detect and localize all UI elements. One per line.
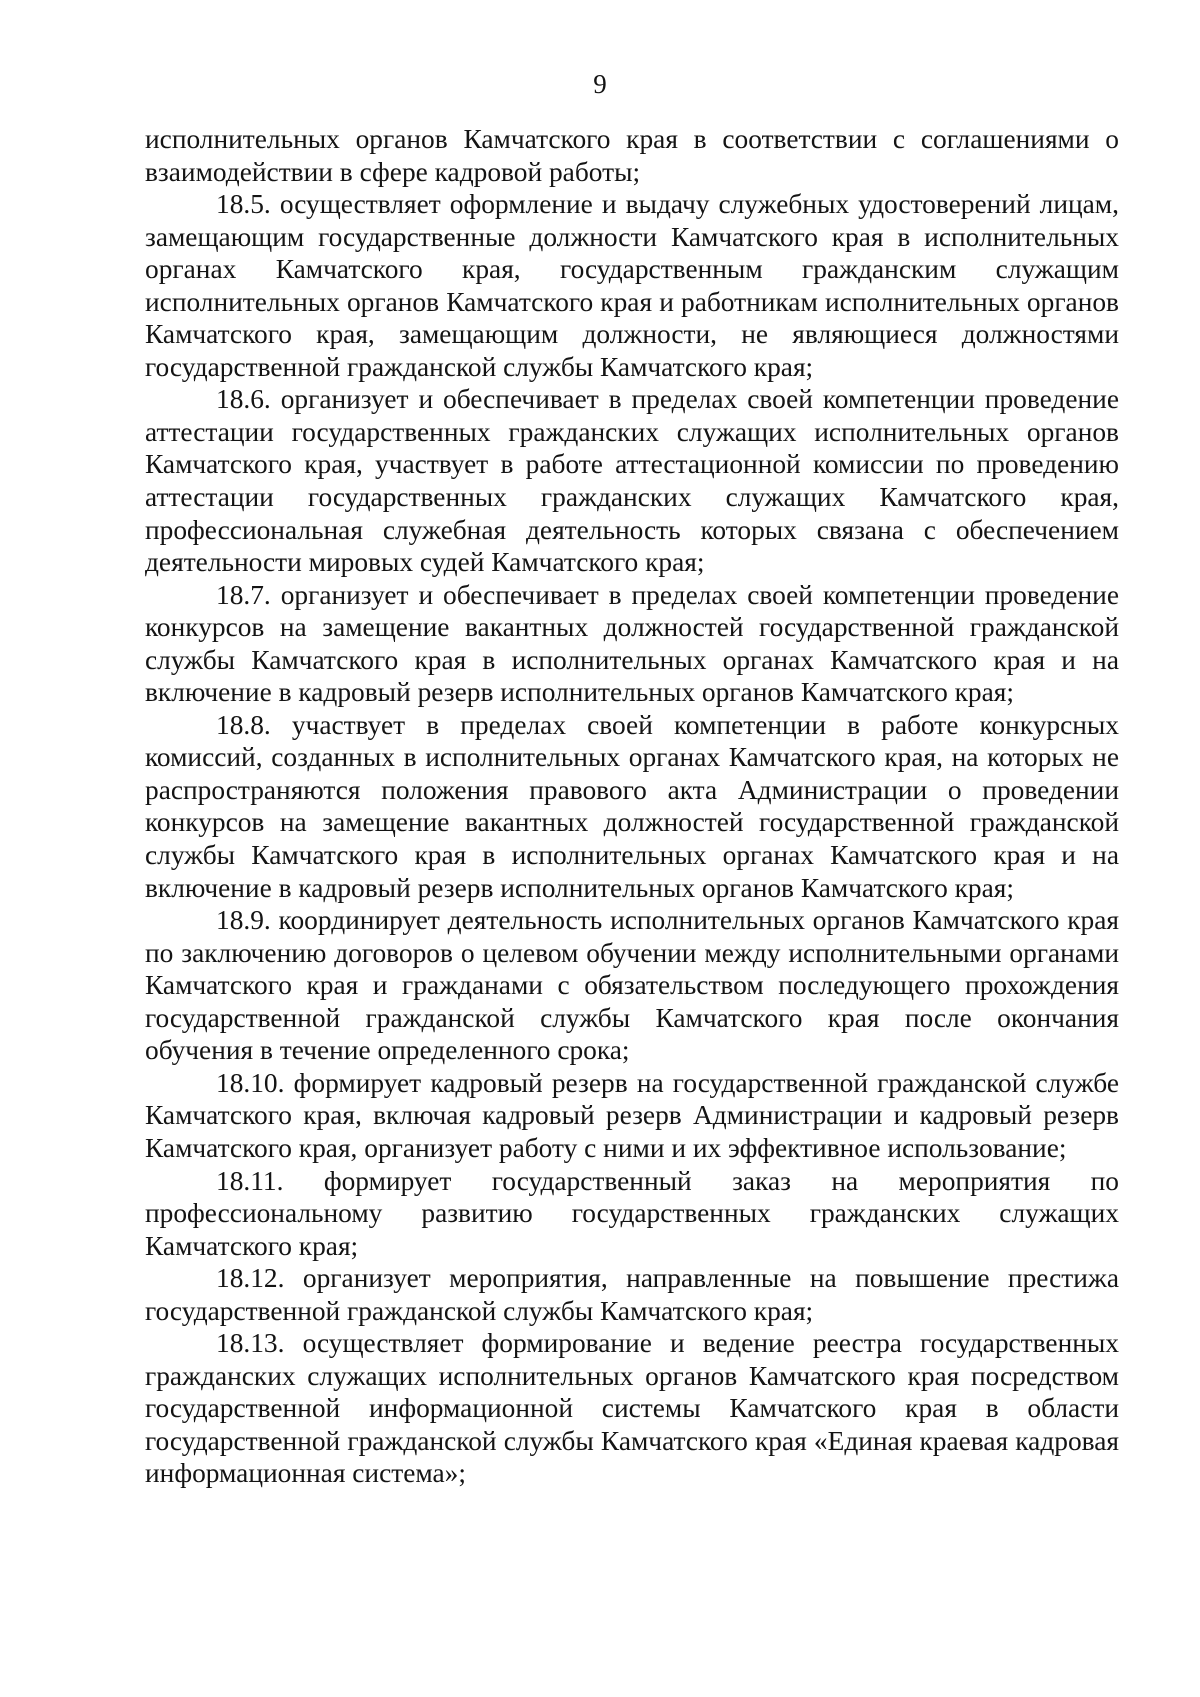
paragraph-18-13: 18.13. осуществляет формирование и ведение реестра государственных гражданских служащих исполнительных органов Камчатского края посредством государственной информационной системы Камчатского края в области государственной гражданской службы Камчатского края «Единая краевая кадровая информационная система»; [145, 1328, 1119, 1489]
paragraph-18-8: 18.8. участвует в пределах своей компетенции в работе конкурсных комиссий, созданных в исполнительных органах Камчатского края, на которых не распространяются положения правового акта Администрации о проведении конкурсов на замещение вакантных должностей государственной гражданской службы Камчатского края в исполнительных органах Камчатского края и на включение в кадровый резерв исполнительных органов Камчатского края; [145, 709, 1119, 903]
paragraph-18-11: 18.11. формирует государственный заказ на мероприятия по профессиональному развитию государственных гражданских служащих Камчатского края; [145, 1165, 1119, 1261]
paragraph-18-10: 18.10. формирует кадровый резерв на государственной гражданской службе Камчатского края, включая кадровый резерв Администрации и кадровый резерв Камчатского края, организует работу с ними и их эффективное использование; [145, 1067, 1119, 1163]
document-body [145, 123, 1119, 1490]
paragraph-18-9: 18.9. координирует деятельность исполнительных органов Камчатского края по заключению договоров о целевом обучении между исполнительными органами Камчатского края и гражданами с обязательством последующего прохождения государственной гражданской службы Камчатского края после окончания обучения в течение определенного срока; [145, 905, 1119, 1066]
paragraph-18-12: 18.12. организует мероприятия, направленные на повышение престижа государственной гражданской службы Камчатского края; [145, 1263, 1119, 1326]
page-number: 9 [593, 69, 607, 99]
paragraph-18-5: 18.5. осуществляет оформление и выдачу служебных удостоверений лицам, замещающим государственные должности Камчатского края в исполнительных органах Камчатского края, государственным гражданским служащим исполнительных органов Камчатского края и работникам исполнительных органов Камчатского края, замещающим должности, не являющиеся должностями государственной гражданской службы Камчатского края; [145, 189, 1119, 382]
paragraph-18-7: 18.7. организует и обеспечивает в пределах своей компетенции проведение конкурсов на замещение вакантных должностей государственной гражданской службы Камчатского края в исполнительных органах Камчатского края и на включение в кадровый резерв исполнительных органов Камчатского края; [145, 579, 1119, 708]
paragraph-continuation: исполнительных органов Камчатского края в соответствии с соглашениями о взаимодействии в сфере кадровой работы; [145, 124, 1119, 187]
paragraph-18-6: 18.6. организует и обеспечивает в пределах своей компетенции проведение аттестации государственных гражданских служащих исполнительных органов Камчатского края, участвует в работе аттестационной комиссии по проведению аттестации государственных гражданских служащих Камчатского края, профессиональная служебная деятельность которых связана с обеспечением деятельности мировых судей Камчатского края; [145, 384, 1119, 578]
